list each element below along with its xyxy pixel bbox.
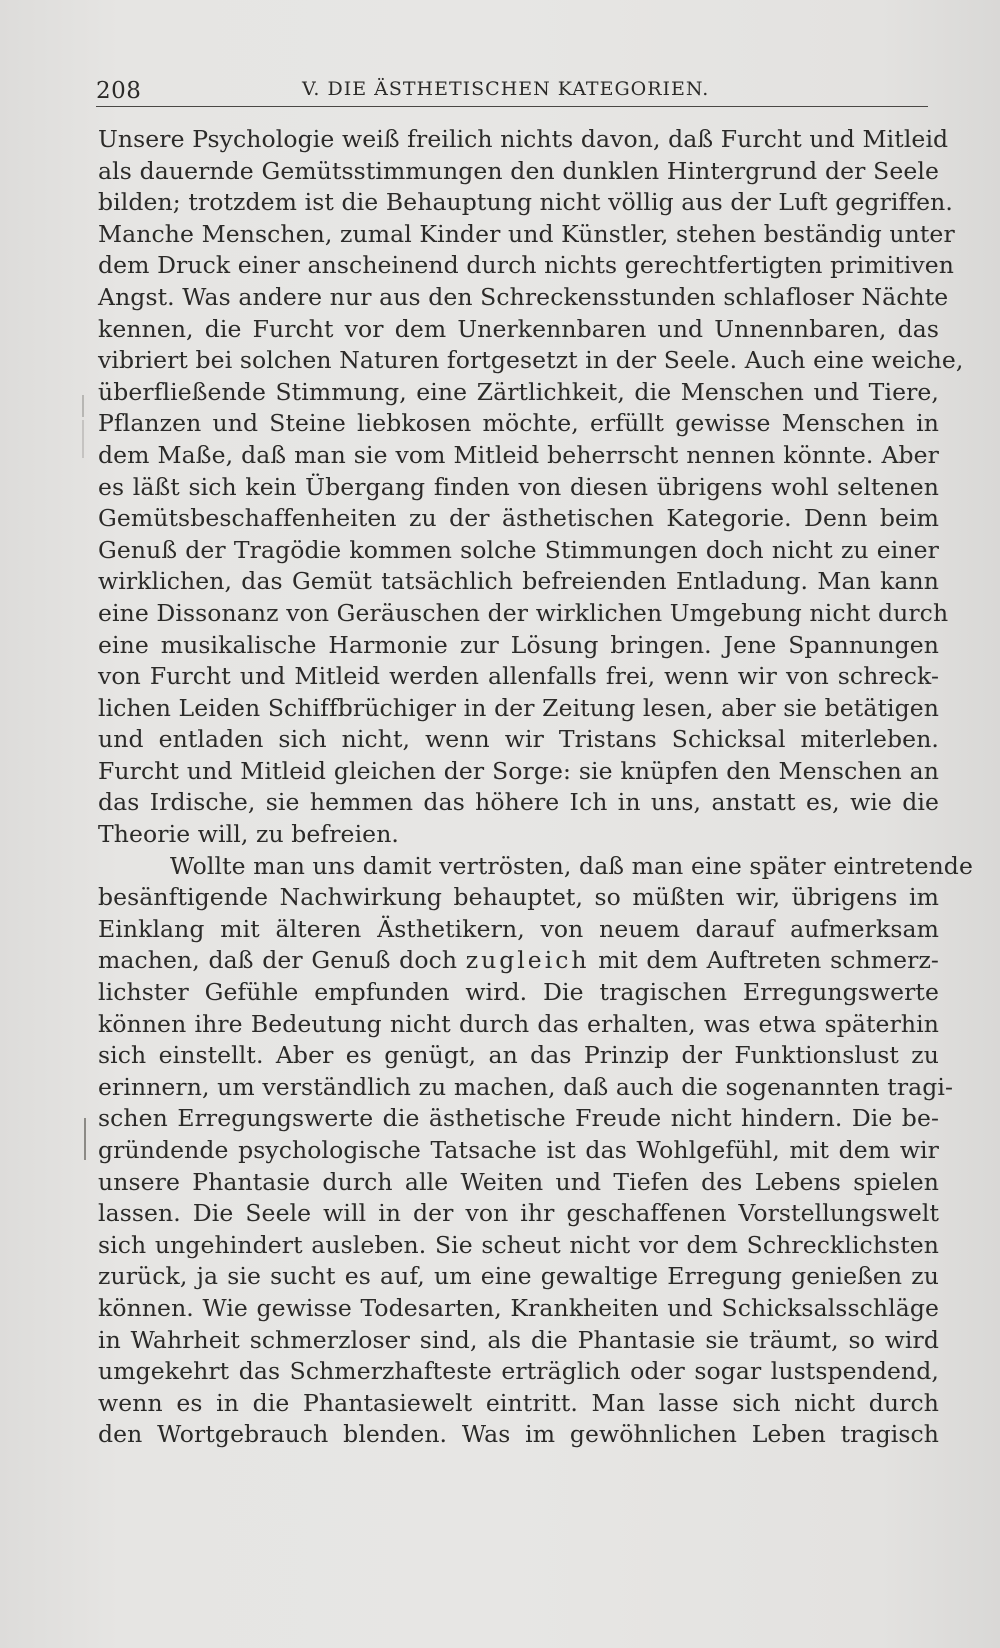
text-line: erinnern, um verständlich zu machen, daß auch die sogenannten tragi-	[98, 1072, 954, 1101]
paragraph-1	[98, 124, 964, 851]
text-line: Pflanzen und Steine liebkosen möchte, erfüllt gewisse Menschen in	[98, 409, 939, 438]
text-line: können. Wie gewisse Todesarten, Krankheiten und Schicksalsschläge	[98, 1293, 939, 1322]
text-line: umgekehrt das Schmerzhafteste erträglich oder sogar lustspendend,	[98, 1357, 939, 1386]
text-line: unsere Phantasie durch alle Weiten und Tiefen des Lebens spielen	[98, 1167, 939, 1196]
text-line: und entladen sich nicht, wenn wir Tristans Schicksal miterleben.	[98, 725, 939, 754]
text-line: schen Erregungswerte die ästhetische Freude nicht hindern. Die be-	[98, 1104, 939, 1133]
text-line: Furcht und Mitleid gleichen der Sorge: sie knüpfen den Menschen an	[98, 756, 939, 785]
running-head: V. DIE ÄSTHETISCHEN KATEGORIEN.	[302, 78, 710, 100]
text-line: können ihre Bedeutung nicht durch das erhalten, was etwa späterhin	[98, 1009, 939, 1038]
text-line: es läßt sich kein Übergang finden von diesen übrigens wohl seltenen	[98, 472, 939, 501]
text-line: eine musikalische Harmonie zur Lösung bringen. Jene Spannungen	[98, 630, 939, 659]
page-number: 208	[96, 78, 142, 104]
text-line: in Wahrheit schmerzloser sind, als die Phantasie sie träumt, so wird	[98, 1325, 939, 1354]
text-line: Angst. Was andere nur aus den Schreckensstunden schlafloser Nächte	[98, 282, 949, 311]
text-line: gründende psychologische Tatsache ist das Wohlgefühl, mit dem wir	[98, 1136, 939, 1164]
margin-pencil-mark	[82, 395, 84, 417]
text-line: Manche Menschen, zumal Kinder und Künstler, stehen beständig unter	[98, 219, 955, 248]
text-line: als dauernde Gemütsstimmungen den dunklen Hintergrund der Seele	[98, 156, 939, 185]
text-line: besänftigende Nachwirkung behauptet, so müßten wir, übrigens im	[98, 883, 939, 912]
text-line: vibriert bei solchen Naturen fortgesetzt in der Seele. Auch eine weiche,	[98, 346, 964, 375]
paragraph-2	[98, 851, 973, 1451]
text-line: von Furcht und Mitleid werden allenfalls frei, wenn wir von schreck-	[98, 662, 939, 691]
text-line: lichster Gefühle empfunden wird. Die tragischen Erregungswerte	[98, 978, 939, 1007]
text-line: lichen Leiden Schiffbrüchiger in der Zeitung lesen, aber sie betätigen	[98, 693, 939, 722]
text-line: Gemütsbeschaffenheiten zu der ästhetischen Kategorie. Denn beim	[98, 504, 939, 533]
text-line: zurück, ja sie sucht es auf, um eine gewaltige Erregung genießen zu	[98, 1262, 939, 1291]
text-line: eine Dissonanz von Geräuschen der wirklichen Umgebung nicht durch	[98, 598, 949, 627]
text-line: Wollte man uns damit vertrösten, daß man eine später eintretende	[170, 851, 973, 880]
text-line: das Irdische, sie hemmen das höhere Ich in uns, anstatt es, wie die	[98, 788, 939, 817]
text-line: kennen, die Furcht vor dem Unerkennbaren und Unnennbaren, das	[98, 314, 939, 343]
text-line: bilden; trotzdem ist die Behauptung nicht völlig aus der Luft gegriffen.	[98, 188, 953, 217]
text-line: überfließende Stimmung, eine Zärtlichkeit, die Menschen und Tiere,	[98, 377, 939, 406]
text-line: sich ungehindert ausleben. Sie scheut nicht vor dem Schrecklichsten	[98, 1230, 939, 1259]
text-line: dem Maße, daß man sie vom Mitleid beherrscht nennen könnte. Aber	[98, 440, 939, 469]
text-line: Genuß der Tragödie kommen solche Stimmungen doch nicht zu einer	[98, 535, 939, 564]
text-line: Unsere Psychologie weiß freilich nichts davon, daß Furcht und Mitleid	[98, 125, 949, 153]
text-line: den Wortgebrauch blenden. Was im gewöhnlichen Leben tragisch	[98, 1420, 939, 1449]
text-line: Einklang mit älteren Ästhetikern, von neuem darauf aufmerksam	[98, 914, 939, 943]
page-header	[96, 72, 928, 107]
text-line: dem Druck einer anscheinend durch nichts gerechtfertigten primitiven	[98, 251, 954, 280]
emphasized-word: zugleich	[465, 946, 590, 975]
text-line: Theorie will, zu befreien.	[98, 820, 399, 849]
text-line: wirklichen, das Gemüt tatsächlich befreienden Entladung. Man kann	[98, 567, 939, 596]
text-line: wenn es in die Phantasiewelt eintritt. Man lasse sich nicht durch	[98, 1388, 939, 1417]
margin-pencil-mark	[84, 1118, 86, 1160]
text-line: lassen. Die Seele will in der von ihr geschaffenen Vorstellungswelt	[98, 1199, 939, 1228]
text-line: sich einstellt. Aber es genügt, an das Prinzip der Funktionslust zu	[98, 1041, 939, 1070]
margin-pencil-mark	[82, 420, 84, 458]
body-text	[98, 124, 973, 1451]
text-line: machen, daß der Genuß doch zugleich mit dem Auftreten schmerz-	[98, 946, 939, 975]
